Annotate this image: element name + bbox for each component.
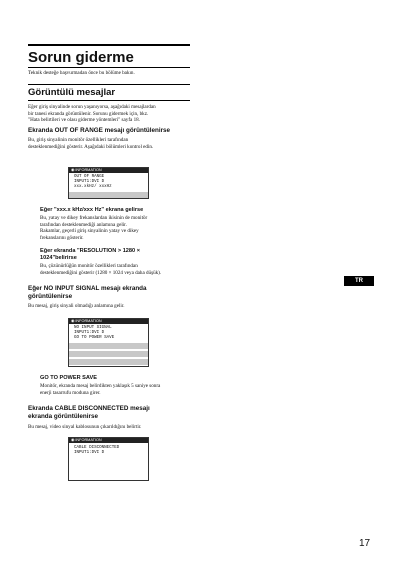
section-rule <box>28 84 190 85</box>
osd-no-input <box>68 318 149 367</box>
section-underline <box>28 100 190 101</box>
osd-line: INPUT1:DVI D <box>74 331 105 335</box>
frequency-heading: Eğer "xxx.x kHz/xxx Hz" ekrana gelirse <box>40 207 144 213</box>
cable-text: Bu mesaj, video sinyal kablosunun çıkarıldığını belirtir. <box>28 424 142 430</box>
osd-line: NO INPUT SIGNAL <box>74 326 112 330</box>
section-intro: Eğer giriş sinyalinde sorun yaşanıyorsa, aşağıdaki mesajlardan bir tanesi ekranda görüntülenir. Sorunu gidermek için, bkz. "Hata belirtileri ve olası giderme yöntemleri" sayfa 18. <box>28 104 156 123</box>
osd-band <box>69 192 148 198</box>
osd-band <box>69 351 148 357</box>
out-of-range-heading: Ekranda OUT OF RANGE mesajı görüntülenirse <box>28 127 171 134</box>
osd-line: INPUT1:DVI D <box>74 180 105 184</box>
frequency-text: Bu, yatay ve dikey frekanslardan ikisinin de monitör tarafından desteklenmediği anlamına gelir. Rakamlar, geçerli giriş sinyalinin yatay ve dikey frekanslarını gösterir. <box>40 215 148 241</box>
osd-header: ◉ INFORMATION <box>69 438 148 443</box>
language-tab: TR <box>344 276 374 286</box>
resolution-text: Bu, çözünürlüğün monitör özellikleri tarafından desteklenmediğini gösterir (1280 × 1024 veya daha düşük). <box>40 263 162 276</box>
title-underline <box>28 67 190 68</box>
osd-line: CABLE DISCONNECTED <box>74 446 120 450</box>
no-input-text: Bu mesaj, giriş sinyali olmadığı anlamına gelir. <box>28 303 125 309</box>
osd-cable <box>68 437 149 481</box>
intro-text: Teknik desteğe başvurmadan önce bu bölüme bakın. <box>28 70 135 76</box>
osd-line: xxx.xkHz/ xxxHz <box>74 185 112 189</box>
cable-heading: Ekranda CABLE DISCONNECTED mesajı ekranda görüntülenirse <box>28 405 150 420</box>
osd-header: ◉ INFORMATION <box>69 168 148 173</box>
power-save-heading: GO TO POWER SAVE <box>40 375 97 381</box>
osd-line: INPUT1:DVI D <box>74 451 105 455</box>
power-save-text: Monitör, ekranda mesaj belirdikten yaklaşık 5 saniye sonra enerji tasarrufu moduna girer. <box>40 383 161 396</box>
out-of-range-text: Bu, giriş sinyalinin monitör özellikleri tarafından desteklenmediğini gösterir. Aşağıdaki bölümleri kontrol edin. <box>28 137 154 150</box>
page-number: 17 <box>359 538 371 549</box>
section-title: Görüntülü mesajlar <box>28 87 116 98</box>
osd-band <box>69 359 148 365</box>
osd-out-of-range <box>68 167 149 199</box>
no-input-heading: Eğer NO INPUT SIGNAL mesajı ekranda görüntülenirse <box>28 285 147 300</box>
osd-line: GO TO POWER SAVE <box>74 336 115 340</box>
osd-band <box>69 343 148 349</box>
resolution-heading: Eğer ekranda "RESOLUTION > 1280 × 1024"belirirse <box>40 248 140 261</box>
title-rule <box>28 44 190 46</box>
page-title: Sorun giderme <box>28 49 134 66</box>
osd-line: OUT OF RANGE <box>74 175 105 179</box>
osd-header: ◉ INFORMATION <box>69 319 148 324</box>
